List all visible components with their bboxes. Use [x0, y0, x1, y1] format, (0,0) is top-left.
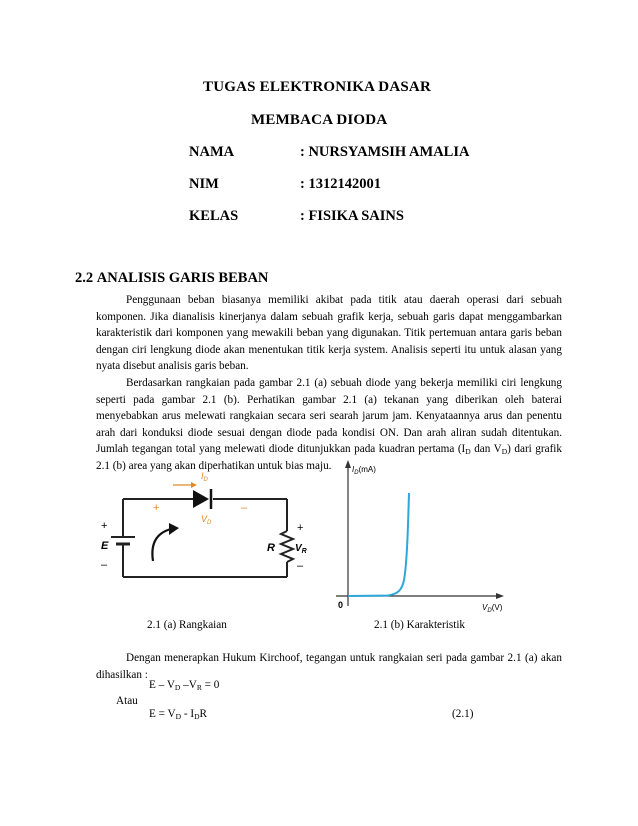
- subscript: D: [175, 712, 182, 721]
- circuit-diagram: [95, 465, 305, 595]
- battery-plus: +: [101, 520, 108, 532]
- subscript: R: [196, 683, 202, 692]
- section-title: ANALISIS GARIS BEBAN: [96, 270, 269, 286]
- equation-1: [149, 679, 219, 691]
- subscript: D: [174, 683, 181, 692]
- equation-number: (2.1): [452, 708, 474, 720]
- paragraph-line: arah dari konduksi diode sesuai dengan diode pada kondisi ON. Dan arah aliran sudah ditentukan.: [96, 426, 562, 439]
- subscript: D: [465, 447, 471, 457]
- equation-text: - I: [181, 708, 195, 720]
- graph-origin-label: 0: [338, 600, 344, 610]
- paragraph-line: nyata disebut analisis garis beban.: [96, 360, 249, 373]
- figure-caption-a: 2.1 (a) Rangkaian: [147, 619, 227, 631]
- diode-current-label: $I_D$: [201, 471, 208, 483]
- equation-text: R: [199, 708, 207, 720]
- diode-voltage-label: $V_D$: [201, 514, 212, 526]
- paragraph-line: Berdasarkan rangkaian pada gambar 2.1 (a) sebuah diode yang bekerja memiliki ciri lengkung: [126, 377, 562, 389]
- resistor-plus: +: [297, 522, 304, 534]
- paragraph-line: dihasilkan :: [96, 668, 148, 681]
- paragraph-line: Penggunaan beban biasanya memiliki akibat pada titik atau daerah operasi dari sebuah: [126, 294, 562, 306]
- line-text: Jumlah tegangan total yang melewati diode ditunjukkan pada kuadran pertama (I: [96, 443, 466, 456]
- equation-text: E = V: [149, 708, 176, 720]
- subscript: D: [194, 712, 200, 721]
- paragraph-line: seperti pada gambar 2.1 (b). Perhatikan gambar 2.1 (a) tekanan yang diberikan oleh baterai: [96, 393, 562, 406]
- graph-y-arrowhead: [345, 460, 351, 468]
- paragraph-line: Dengan menerapkan Hukum Kirchoof, tegangan untuk rangkaian seri pada gambar 2.1 (a) akan: [126, 652, 562, 664]
- equation-text: E – V: [149, 679, 175, 691]
- paragraph-line: [96, 441, 562, 458]
- graph-x-label: $V_D(V)$: [482, 603, 503, 614]
- equation-2: [149, 708, 207, 720]
- resistor-label: R: [267, 542, 275, 554]
- document-title: TUGAS ELEKTRONIKA DASAR: [203, 79, 431, 95]
- field-value-nim: : 1312142001: [300, 176, 381, 192]
- current-direction-arc: [152, 529, 171, 561]
- section-number: 2.2: [75, 270, 94, 286]
- diode-curve: [348, 493, 409, 596]
- section-heading: [75, 270, 268, 287]
- field-label-nim: NIM: [189, 176, 219, 192]
- current-direction-arrowhead: [169, 523, 179, 535]
- figure-caption-b: 2.1 (b) Karakteristik: [374, 619, 466, 631]
- resistor-symbol: [281, 531, 293, 562]
- diode-characteristic-graph: [328, 458, 528, 618]
- equation-text: –V: [180, 679, 197, 691]
- equation-text: = 0: [201, 679, 220, 691]
- paragraph-line: komponen. Jika dianalisis kinerjanya dalam sebuah grafik kerja, sebuah garis dapat menggambarkan: [96, 310, 562, 323]
- paragraph-line: menyebabkan arus melewati rangkaian secara seri searah jarum jam. Kenyataannya arus dan penentu: [96, 410, 562, 423]
- resistor-voltage-label: $V_R$: [295, 543, 307, 555]
- paragraph-line: karakteristik dari komponen yang mewakili beban yang digunakan. Titik pertemuan antara garis beban: [96, 327, 562, 340]
- paragraph-line: 2.1 (b) area yang akan diperhatikan untuk bias maju.: [96, 459, 332, 472]
- diode-minus: –: [241, 502, 248, 514]
- graph-y-label: $I_D(mA)$: [352, 465, 376, 476]
- field-value-nama: : NURSYAMSIH AMALIA: [300, 144, 470, 160]
- resistor-minus: –: [297, 560, 304, 572]
- paragraph-1: [96, 292, 562, 375]
- diode-plus: +: [153, 502, 160, 514]
- field-label-kelas: KELAS: [189, 208, 239, 224]
- paragraph-line: dengan ciri lengkung diode akan menentukan titik kerja system. Analisis seperti itu untuk alasan yang: [96, 343, 562, 356]
- graph-x-arrowhead: [496, 593, 504, 599]
- subscript: D: [501, 447, 508, 457]
- document-subtitle: MEMBACA DIODA: [251, 112, 388, 128]
- current-arrowhead: [191, 482, 197, 488]
- equation-connector: Atau: [116, 695, 138, 707]
- battery-minus: –: [101, 559, 108, 571]
- line-text: ) dari grafik: [507, 443, 563, 456]
- line-text: dan V: [470, 443, 502, 456]
- field-value-kelas: : FISIKA SAINS: [300, 208, 404, 224]
- diode-symbol: [193, 490, 209, 508]
- field-label-nama: NAMA: [189, 144, 235, 160]
- battery-label: E: [101, 540, 109, 552]
